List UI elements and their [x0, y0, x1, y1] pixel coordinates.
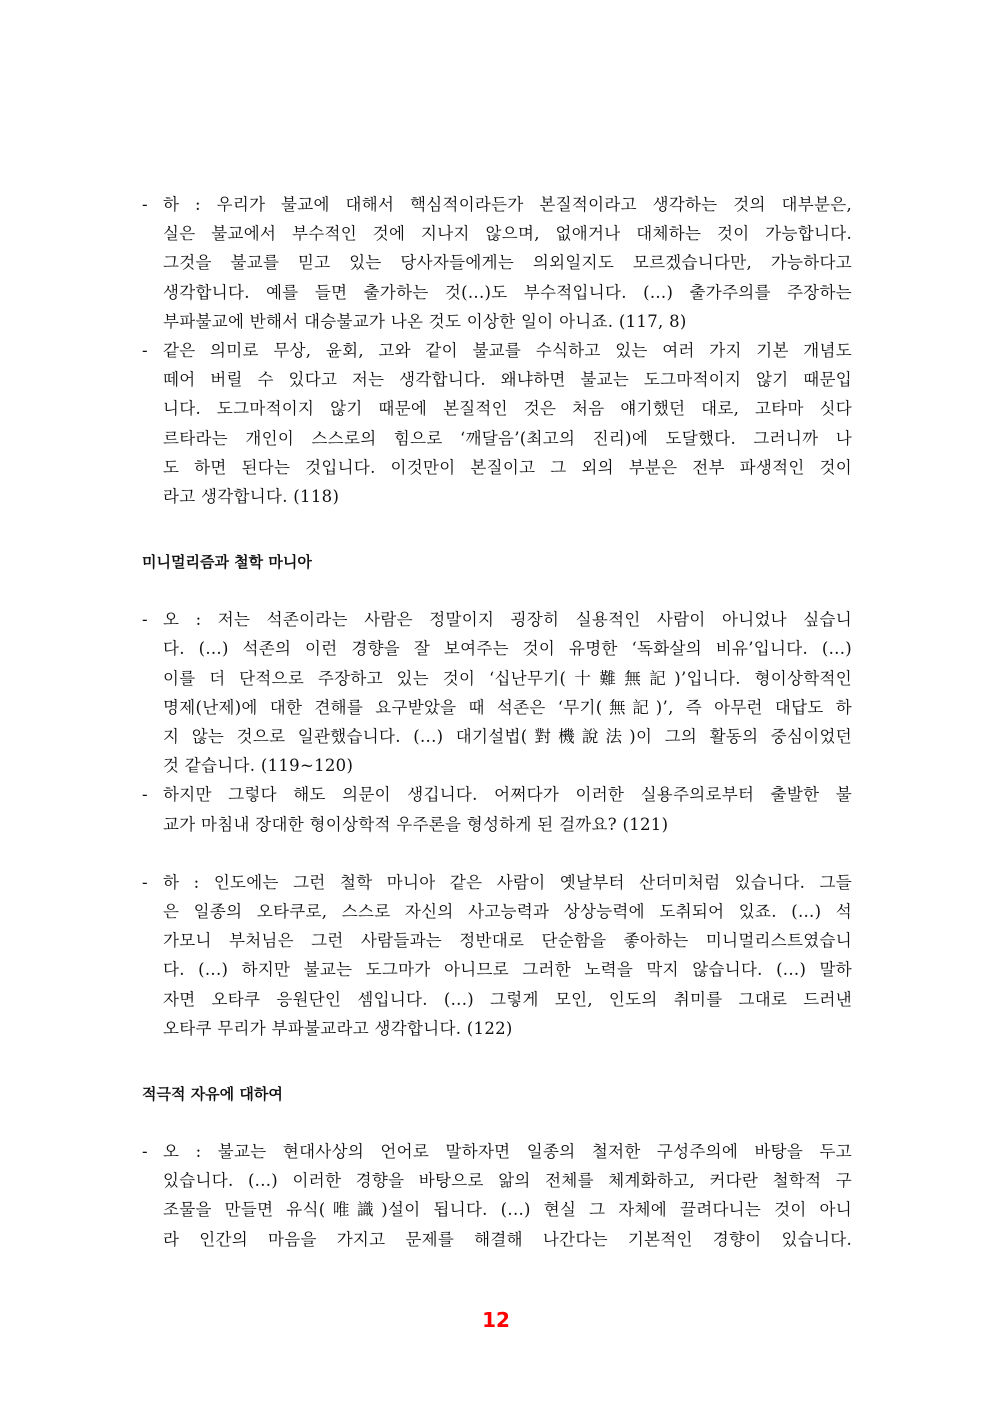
quote-paragraph [142, 868, 852, 1043]
text-line: 다. (...) 석존의 이런 경향을 잘 보여주는 것이 유명한 ‘독화살의 비유’입니다. (...) [163, 639, 852, 659]
bullet-dash: - [142, 195, 148, 214]
text-line: 르타라는 개인이 스스로의 힘으로 ‘깨달음’(최고의 진리)에 도달했다. 그러니까 나 [163, 428, 852, 448]
text-line: 하지만 그렇다 해도 의문이 생깁니다. 어쩌다가 이러한 실용주의로부터 출발한 불 [163, 785, 852, 805]
text-line: 명제(난제)에 대한 견해를 요구받았을 때 석존은 ‘무기(無記)’, 즉 아무런 대답도 하 [163, 697, 852, 717]
quote-paragraph [142, 336, 852, 511]
text-line: 라고 생각합니다. (118) [163, 487, 340, 507]
bullet-dash: - [142, 341, 148, 361]
text-line: 가모니 부처님은 그런 사람들과는 정반대로 단순함을 좋아하는 미니멀리스트였습니 [163, 931, 852, 951]
bullet-dash: - [142, 785, 148, 805]
text-line: 도 하면 된다는 것입니다. 이것만이 본질이고 그 외의 부분은 전부 파생적인 것이 [163, 457, 852, 477]
section-heading: 미니멀리즘과 철학 마니아 [142, 553, 312, 572]
quote-paragraph [142, 1137, 852, 1254]
text-line: 라 인간의 마음을 가지고 문제를 해결해 나간다는 기본적인 경향이 있습니다. [163, 1229, 852, 1249]
page-number: 12 [482, 1308, 510, 1332]
section-intro [142, 190, 852, 511]
text-line: 이를 더 단적으로 주장하고 있는 것이 ‘십난무기(十難無記)’입니다. 형이상학적인 [163, 668, 852, 688]
document-body [142, 190, 852, 1254]
bullet-dash: - [142, 610, 148, 630]
text-line: 오 : 불교는 현대사상의 언어로 말하자면 일종의 철저한 구성주의에 바탕을 두고 [163, 1142, 852, 1162]
bullet-dash: - [142, 872, 148, 892]
text-line: 그것을 불교를 믿고 있는 당사자들에게는 의외일지도 모르겠습니다만, 가능하다고 [163, 253, 852, 273]
text-line: 실은 불교에서 부수적인 것에 지나지 않으며, 없애거나 대체하는 것이 가능합니다. [163, 224, 852, 244]
quote-paragraph [142, 190, 852, 336]
text-line: 니다. 도그마적이지 않기 때문에 본질적인 것은 처음 얘기했던 대로, 고타마 싯다 [163, 399, 852, 419]
text-line: 지 않는 것으로 일관했습니다. (...) 대기설법(對機說法)이 그의 활동의 중심이었던 [163, 727, 852, 747]
text-line: 부파불교에 반해서 대승불교가 나온 것도 이상한 일이 아니죠. (117, 8) [163, 311, 687, 331]
text-line: 하 : 인도에는 그런 철학 마니아 같은 사람이 옛날부터 산더미처럼 있습니다. 그들 [163, 872, 852, 892]
text-line: 것 같습니다. (119~120) [163, 756, 354, 776]
text-line: 오타쿠 무리가 부파불교라고 생각합니다. (122) [163, 1018, 513, 1038]
section-heading: 적극적 자유에 대하여 [142, 1085, 283, 1104]
quote-paragraph [142, 780, 852, 838]
bullet-dash: - [142, 1142, 148, 1162]
text-line: 다. (...) 하지만 불교는 도그마가 아니므로 그러한 노력을 막지 않습니다. (...) 말하 [163, 960, 852, 980]
text-line: 떼어 버릴 수 있다고 저는 생각합니다. 왜냐하면 불교는 도그마적이지 않기 때문입 [163, 370, 852, 390]
text-line: 자면 오타쿠 응원단인 셈입니다. (...) 그렇게 모인, 인도의 취미를 그대로 드러낸 [163, 989, 852, 1009]
text-line: 교가 마침내 장대한 형이상학적 우주론을 형성하게 된 걸까요? (121) [163, 814, 669, 834]
text-line: 은 일종의 오타쿠로, 스스로 자신의 사고능력과 상상능력에 도취되어 있죠. (...) 석 [163, 902, 852, 922]
section-positive-freedom [142, 1083, 852, 1254]
quote-paragraph [142, 605, 852, 780]
section-minimalism [142, 551, 852, 1043]
text-line: 오 : 저는 석존이라는 사람은 정말이지 굉장히 실용적인 사람이 아니었나 싶습니 [163, 610, 852, 630]
text-line: 생각합니다. 예를 들면 출가하는 것(...)도 부수적입니다. (...) 출가주의를 주장하는 [163, 282, 852, 302]
text-line: 조물을 만들면 유식(唯識)설이 됩니다. (...) 현실 그 자체에 끌려다니는 것이 아니 [163, 1200, 852, 1220]
text-line: 있습니다. (...) 이러한 경향을 바탕으로 앎의 전체를 체계화하고, 커다란 철학적 구 [163, 1171, 852, 1191]
text-line: 하 : 우리가 불교에 대해서 핵심적이라든가 본질적이라고 생각하는 것의 대부분은, [163, 195, 852, 214]
text-line: 같은 의미로 무상, 윤회, 고와 같이 불교를 수식하고 있는 여러 가지 기본 개념도 [163, 341, 852, 361]
